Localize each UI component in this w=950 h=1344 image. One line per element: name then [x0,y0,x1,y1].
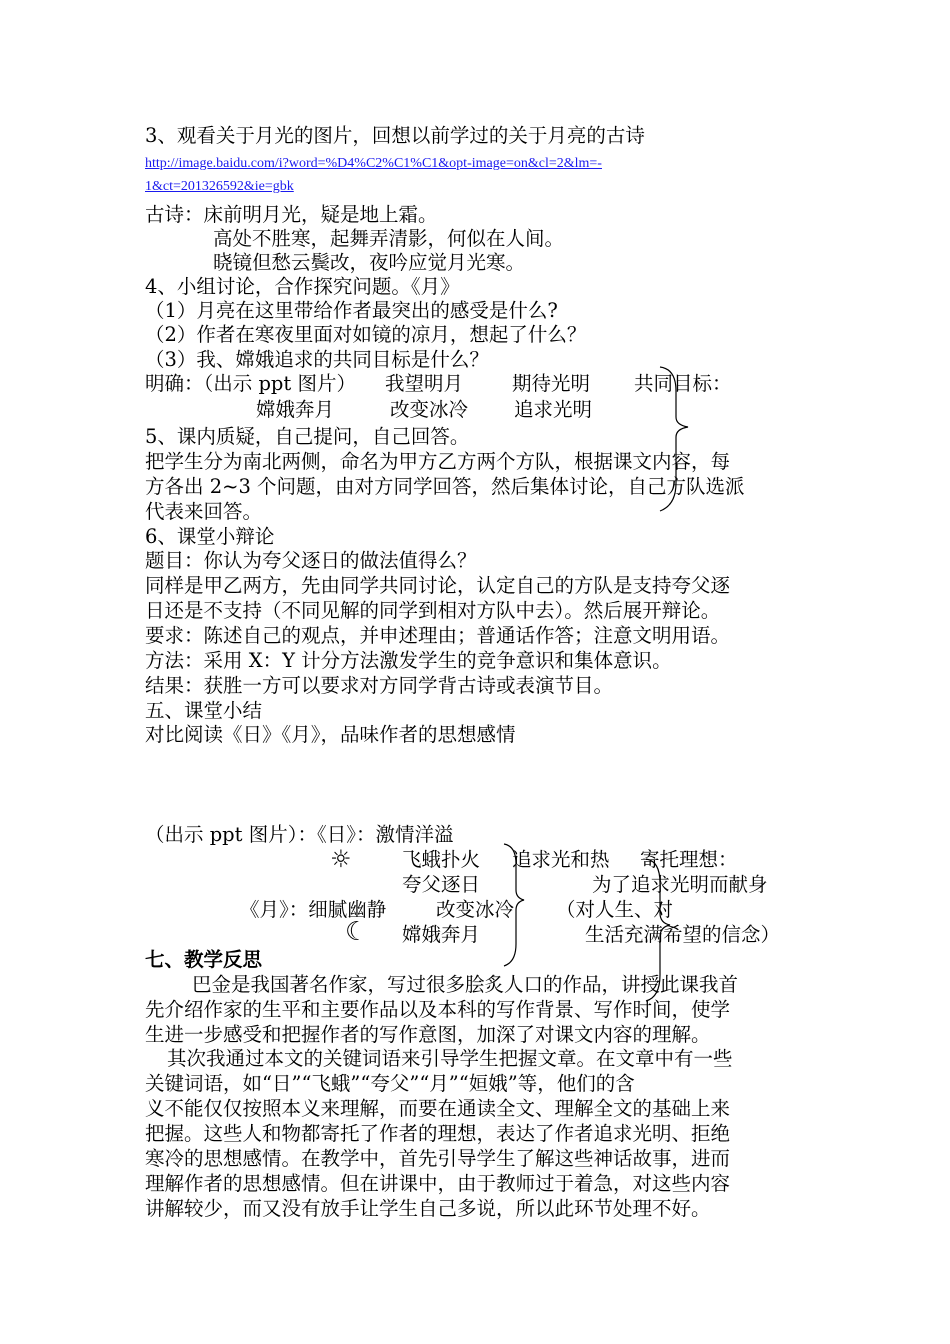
summary-body: 对比阅读《日》《月》，品味作者的思想感情 [145,723,516,746]
diagram-ideal: 寄托理想： [640,848,738,871]
diagram-brace-left [498,840,528,970]
diagram-ideal-line3: 生活充满希望的信念） [585,923,781,946]
diagram-moon-label: 《月》：细腻幽静 [240,898,387,921]
diagram-line-1: （出示 ppt 图片）：《日》：激情洋溢 [145,823,454,846]
section5-heading: 5、课内质疑，自己提问，自己回答。 [145,425,470,448]
image-url-link-line1[interactable]: http://image.baidu.com/i?word=%D4%C2%C1%C1&opt-image=on&cl=2&lm=- [145,156,602,171]
section6-body-line2: 日还是不支持（不同见解的同学到相对方队中去）。然后展开辩论。 [145,599,721,622]
diagram-ideal-line2: （对人生、对 [556,898,674,921]
section5-body-line3: 代表来回答。 [145,500,263,523]
question-1: （1）月亮在这里带给作者最突出的感受是什么? [145,299,558,322]
section5-body-line2: 方各出 2~3 个问题，由对方同学回答，然后集体讨论，自己方队选派 [145,475,745,498]
diagram-ideal-line1: 为了追求光明而献身 [592,873,768,896]
debate-method: 方法：采用 X：Y 计分方法激发学生的竞争意识和集体意识。 [145,649,672,672]
answer-item-qidai-guangming: 期待光明 [512,372,591,395]
answer-prefix: 明确：（出示 ppt 图片） [145,372,356,395]
section7-heading: 七、教学反思 [145,948,263,971]
reflection-p2-line6: 理解作者的思想感情。但在讲课中，由于教师过于着急，对这些内容 [145,1172,731,1195]
poem-line-2: 高处不胜寒，起舞弄清影，何似在人间。 [213,227,565,250]
summary-heading: 五、课堂小结 [145,699,263,722]
section5-body-line1: 把学生分为南北两侧，命名为甲方乙方两个方队，根据课文内容，每 [145,450,731,473]
reflection-p2-line3: 义不能仅仅按照本义来理解，而要在通读全文、理解全文的基础上来 [145,1097,731,1120]
image-url-link-line2[interactable]: 1&ct=201326592&ie=gbk [145,179,294,194]
reflection-p2-line5: 寒冷的思想感情。在教学中，首先引导学生了解这些神话故事，进而 [145,1147,731,1170]
question-3: （3）我、嫦娥追求的共同目标是什么？ [145,348,489,371]
diagram-kuafu-zhuri: 夸父逐日 [402,873,481,896]
reflection-p2-line7: 讲解较少，而又没有放手让学生自己多说，所以此环节处理不好。 [145,1197,711,1220]
sun-icon: ☼ [330,845,352,873]
reflection-p1-line1: 巴金是我国著名作家，写过很多脍炙人口的作品，讲授此课我首 [192,973,739,996]
section3-heading: 3、观看关于月光的图片，回想以前学过的关于月亮的古诗 [145,124,645,147]
answer-item-wang-mingyue: 我望明月 [385,372,464,395]
answer-item-gaibian-bingleng: 改变冰冷 [390,398,469,421]
diagram-change-e-benyue: 嫦娥奔月 [402,923,481,946]
reflection-p2-line1: 其次我通过本文的关键词语来引导学生把握文章。在文章中有一些 [167,1047,733,1070]
diagram-gaibian-bingleng: 改变冰冷 [436,898,515,921]
reflection-p1-line2: 先介绍作家的生平和主要作品以及本科的写作背景、写作时间，使学 [145,998,731,1021]
reflection-p2-line4: 把握。这些人和物都寄托了作者的理想，表达了作者追求光明、拒绝 [145,1122,731,1145]
answer-item-common-goal: 共同目标： [634,372,732,395]
debate-topic: 题目：你认为夸父逐日的做法值得么？ [145,549,477,572]
reflection-p1-line3: 生进一步感受和把握作者的写作意图，加深了对课文内容的理解。 [145,1023,711,1046]
moon-icon: ☾ [345,917,369,947]
diagram-sun-goal: 追求光和热 [512,848,610,871]
debate-result: 结果：获胜一方可以要求对方同学背古诗或表演节目。 [145,674,614,697]
section6-heading: 6、课堂小辩论 [145,525,275,548]
section6-body-line1: 同样是甲乙两方，先由同学共同讨论，认定自己的方队是支持夸父逐 [145,574,731,597]
answer-item-zhuiqiu-guangming: 追求光明 [514,398,593,421]
debate-requirement: 要求：陈述自己的观点，并申述理由；普通话作答；注意文明用语。 [145,624,731,647]
diagram-feie-puhuo: 飞蛾扑火 [402,848,481,871]
answer-item-change-e: 嫦娥奔月 [256,398,335,421]
reflection-p2-line2: 关键词语，如“日”“飞蛾”“夸父”“月”“姮娥”等，他们的含 [145,1072,635,1095]
poem-line-3: 晓镜但愁云鬓改，夜吟应觉月光寒。 [213,251,526,274]
question-2: （2）作者在寒夜里面对如镜的凉月，想起了什么？ [145,323,587,346]
poem-line-1: 古诗：床前明月光，疑是地上霜。 [145,203,438,226]
section4-heading: 4、小组讨论，合作探究问题。《月》 [145,275,460,298]
